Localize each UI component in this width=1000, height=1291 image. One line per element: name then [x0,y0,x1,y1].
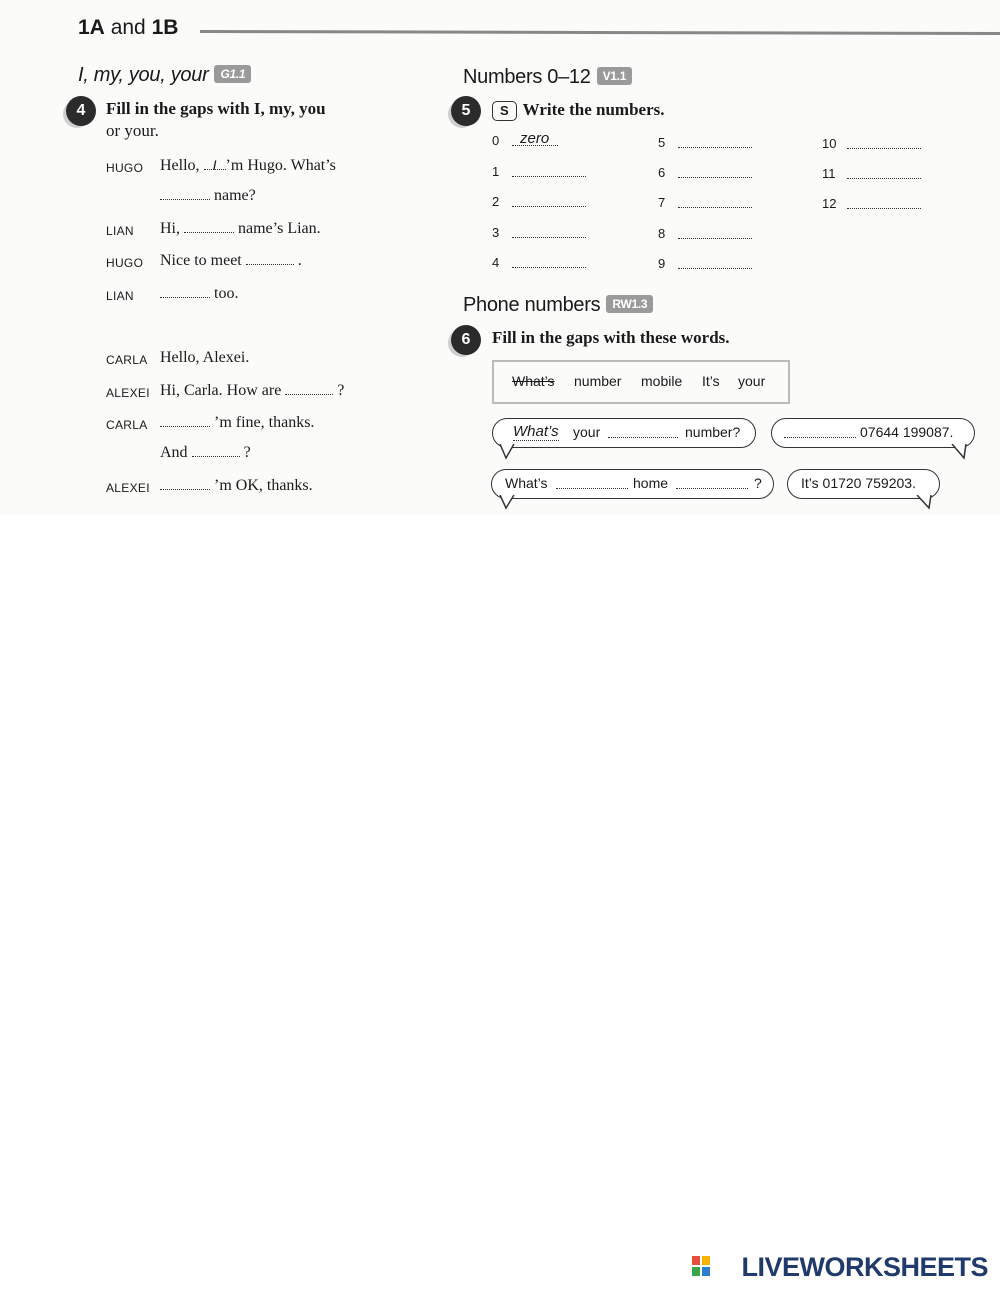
speaker-label: LIAN [106,224,134,238]
number-label: 2 [492,194,500,209]
section-title-numbers: Numbers 0–12 V1.1 [463,66,632,89]
speaker-label: HUGO [106,256,144,270]
number-answer-input[interactable] [512,196,586,207]
number-answer-input[interactable] [678,258,752,269]
liveworksheets-logo-icon [692,1256,710,1276]
gap-input[interactable] [246,252,294,265]
section-badge: RW1.3 [606,295,653,313]
number-label: 12 [822,196,837,211]
dialogue-line: name? [160,187,256,205]
unit-title: 1A and 1B [78,16,179,39]
speech-bubble: What’s home ? [491,469,774,499]
exercise-number-4: 4 [66,96,96,126]
worksheet-scan [0,0,1000,515]
dialogue-line: Hi, name’s Lian. [160,220,321,237]
number-answer-input[interactable] [512,257,586,268]
dialogue-line: ’m fine, thanks. [160,414,314,432]
exercise4-instruction: Fill in the gaps with I, my, you or your. [106,99,326,140]
header-rule [200,30,1000,35]
section-badge: G1.1 [214,65,251,83]
section-title-phone: Phone numbers RW1.3 [463,294,653,317]
bubble-tail [950,444,970,462]
bubble-tail [498,495,518,511]
number-answer-input[interactable] [847,168,921,179]
speaker-label: ALEXEI [106,481,150,495]
dialogue-line: Hello, I ’m Hugo. What’s [160,157,336,174]
number-label: 6 [658,165,666,180]
speaker-label: HUGO [106,161,144,175]
exercise-number-5: 5 [451,96,481,126]
number-answer-input[interactable] [678,197,752,208]
section-badge: V1.1 [597,67,633,85]
number-label: 1 [492,164,500,179]
dialogue-line: Nice to meet . [160,252,302,269]
speaker-label: ALEXEI [106,386,150,400]
example-answer: What’s [513,423,559,440]
speaker-label: LIAN [106,289,134,303]
bubble-tail [498,444,518,462]
dialogue-line: And ? [160,444,251,461]
gap-input[interactable] [784,425,856,438]
number-label: 9 [658,256,666,271]
number-answer-input[interactable] [678,167,752,178]
number-label: 4 [492,255,500,270]
speech-bubble: It’s 01720 759203. [787,469,940,499]
number-answer-input[interactable] [678,137,752,148]
gap-input[interactable] [192,444,240,457]
number-label: 10 [822,136,837,151]
example-answer: zero [520,130,550,147]
number-label: 5 [658,135,666,150]
speaker-label: CARLA [106,353,148,367]
number-answer-input[interactable] [847,138,921,149]
gap-input[interactable]: I [204,157,226,170]
word-bank-item: What’s [512,373,555,389]
exercise5-instruction: S Write the numbers. [492,99,664,121]
speech-bubble: 07644 199087. [771,418,975,448]
word-bank-item: number [574,373,622,389]
number-label: 8 [658,226,666,241]
gap-input[interactable] [676,476,748,489]
exercise6-instruction: Fill in the gaps with these words. [492,328,730,347]
number-label: 11 [822,166,836,181]
number-answer-input[interactable] [678,228,752,239]
gap-input[interactable] [556,476,628,489]
number-label: 3 [492,225,500,240]
word-bank [492,360,790,404]
number-label: 7 [658,195,666,210]
number-label: 0 [492,133,500,148]
speaking-icon: S [492,101,517,121]
gap-input[interactable] [160,285,210,298]
dialogue-line: too. [160,285,238,303]
gap-input[interactable] [184,220,234,233]
number-answer-input[interactable] [847,198,921,209]
section-title-pronouns: I, my, you, your G1.1 [78,64,251,87]
word-bank-item: your [738,373,766,389]
dialogue-line: Hello, Alexei. [160,349,250,366]
gap-input[interactable] [160,477,210,490]
word-bank-item: It’s [702,373,720,389]
bubble-tail [915,495,935,511]
dialogue-line: ’m OK, thanks. [160,477,313,495]
liveworksheets-logo: LIVEWORKSHEETS [741,1252,988,1282]
number-answer-input[interactable] [512,227,586,238]
speech-bubble: What’s your number? [492,418,756,448]
speaker-label: CARLA [106,418,148,432]
gap-input[interactable] [160,414,210,427]
gap-input[interactable] [285,382,333,395]
gap-input[interactable] [160,187,210,200]
dialogue-line: Hi, Carla. How are ? [160,382,345,399]
gap-input[interactable] [608,425,678,438]
exercise-number-6: 6 [451,325,481,355]
word-bank-item: mobile [641,373,683,389]
number-answer-input[interactable] [512,166,586,177]
